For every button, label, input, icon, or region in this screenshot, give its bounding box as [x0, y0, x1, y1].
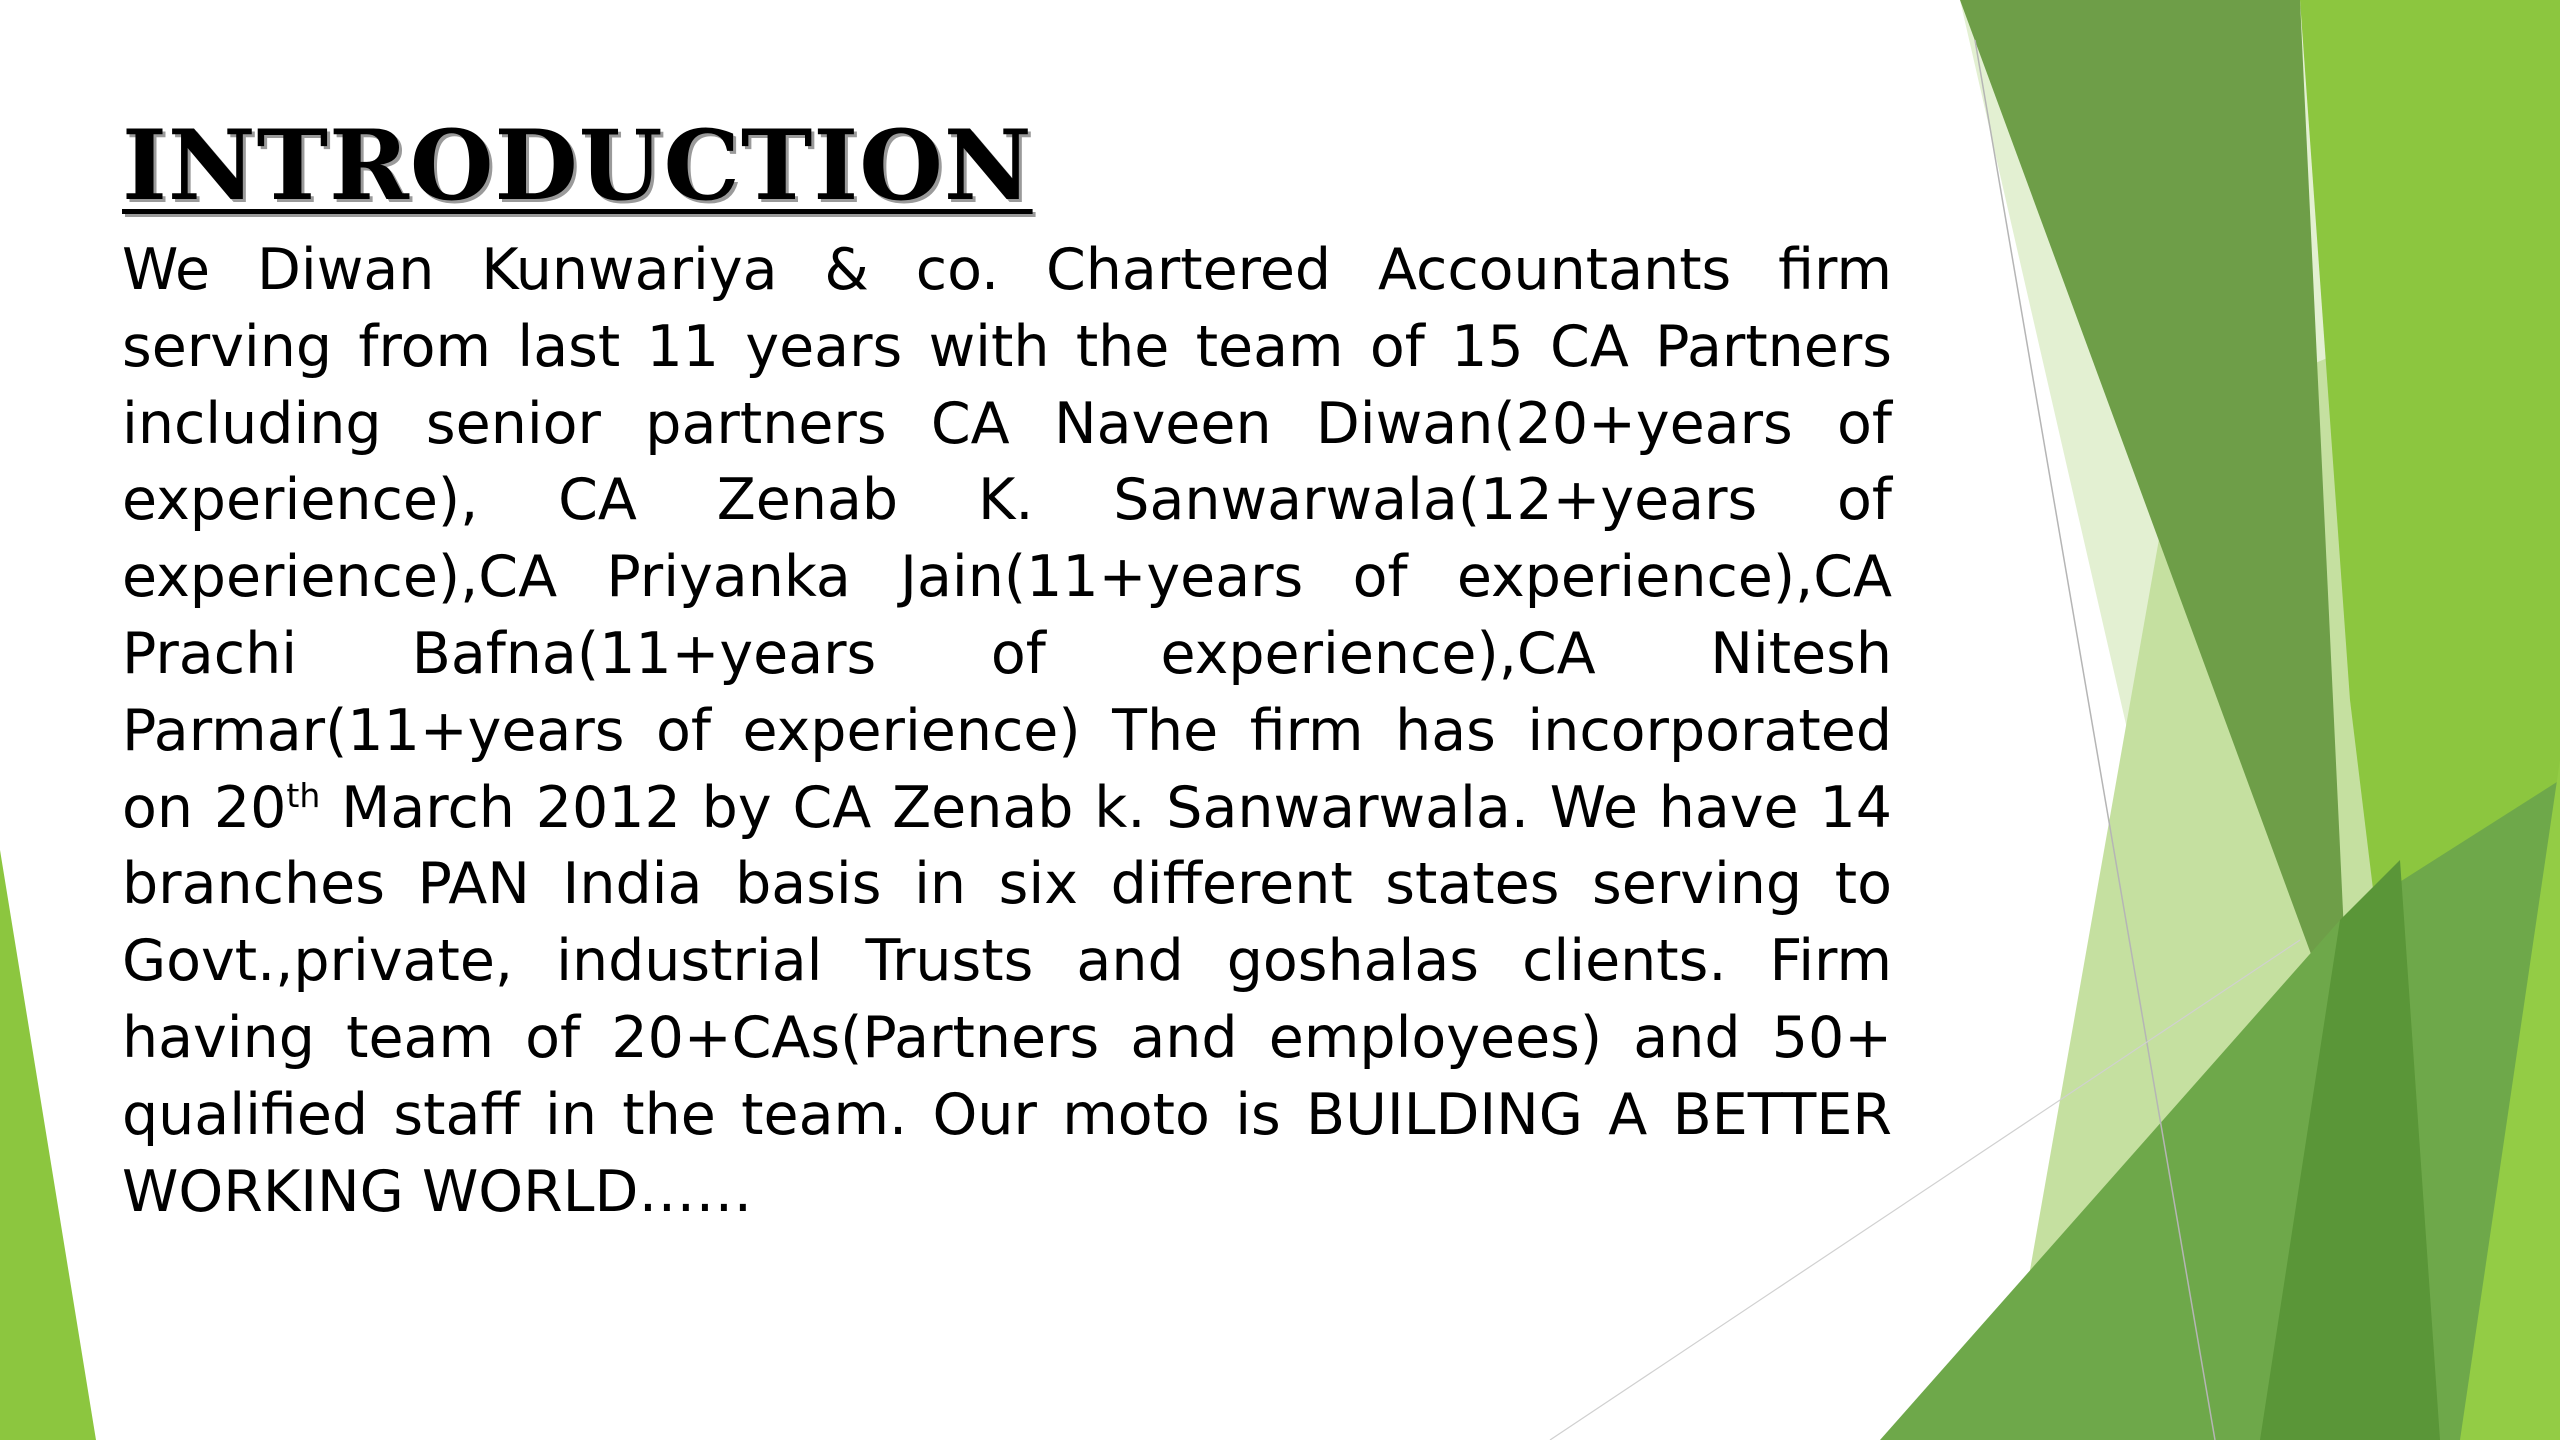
- left-green-sliver: [0, 850, 96, 1440]
- slide-body-text: [122, 232, 1892, 1230]
- body-text-part-2: March 2012 by CA Zenab k. Sanwarwala. We have 14 branches PAN India basis in six different states serving to Govt.,private, industrial Trusts and goshalas clients. Firm having team of 20+CAs(Partners and employees) and 50+ qualified staff in the team. Our moto is BUILDING A BETTER WORKING WORLD……: [122, 774, 1892, 1225]
- date-ordinal-superscript: th: [286, 775, 321, 815]
- body-text-part-1: We Diwan Kunwariya & co. Chartered Accountants firm serving from last 11 years with the team of 15 CA Partners including senior partners CA Naveen Diwan(20+years of experience), CA Zenab K. Sanwarwala(12+years of experience),CA Priyanka Jain(11+years of experience),CA Prachi Bafna(11+years of experience),CA Nitesh Parmar(11+years of experience) The firm has incorporated on 20: [122, 237, 1892, 841]
- slide-title: INTRODUCTION: [122, 109, 1033, 222]
